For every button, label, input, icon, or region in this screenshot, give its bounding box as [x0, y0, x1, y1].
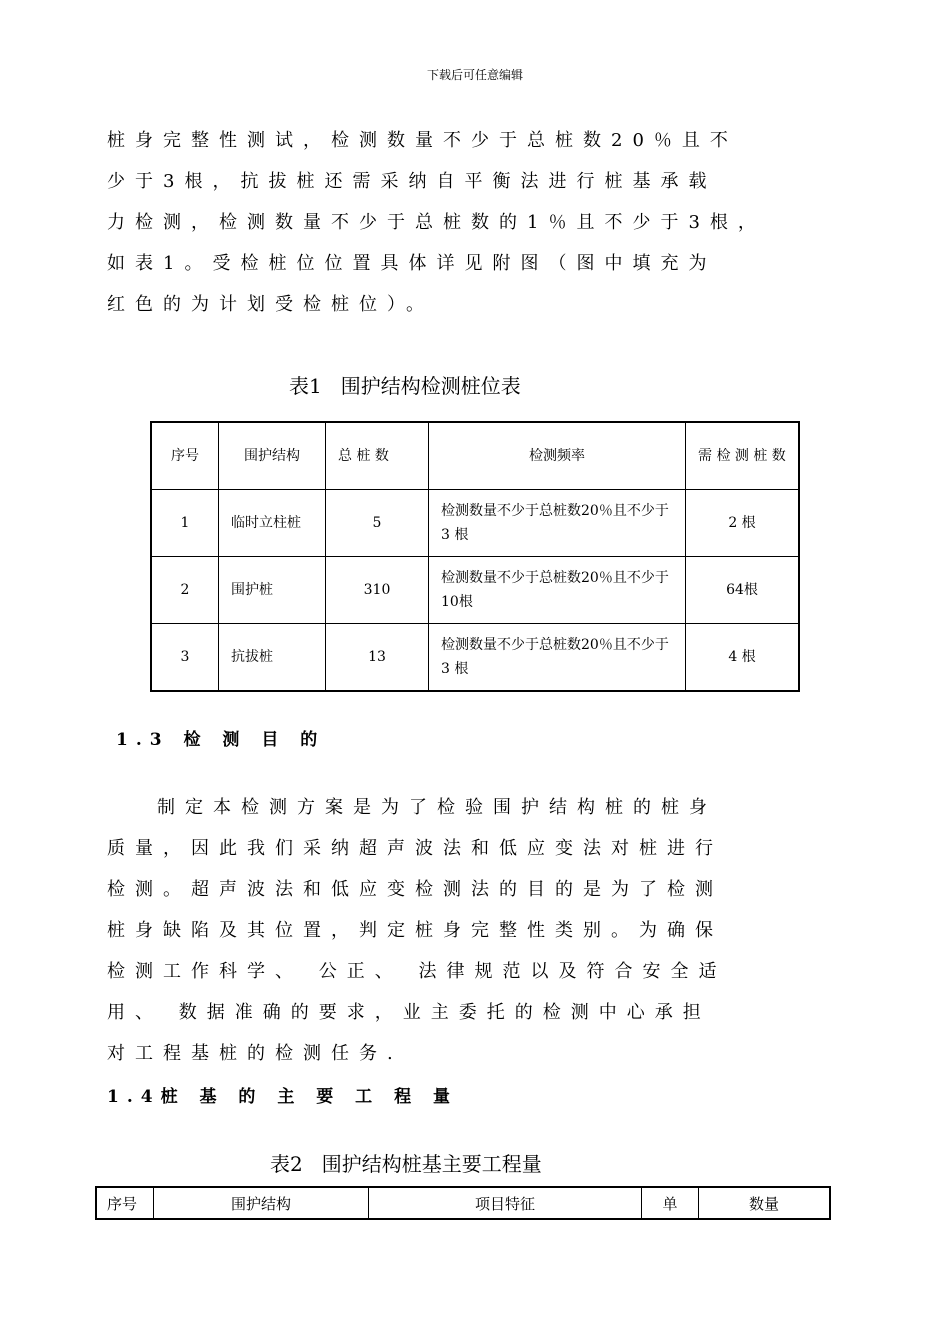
table-cell: 2: [151, 557, 219, 624]
table-header-cell: 总 桩 数: [326, 422, 429, 490]
paragraph-line: 桩身缺陷及其位置，判定桩身完整性类别。为确保: [107, 920, 723, 941]
table-header-row: [96, 1187, 830, 1219]
intro-line: 桩身完整性测试，检测数量不少于总桩数20％且不: [107, 130, 738, 151]
table-cell: 检测数量不少于总桩数20％且不少于3 根: [429, 490, 686, 557]
table-row: [151, 557, 799, 624]
table1-caption: 表1 围护结构检测桩位表: [289, 374, 521, 398]
table1: [150, 421, 800, 692]
table-cell: 310: [326, 557, 429, 624]
table-cell: 13: [326, 624, 429, 692]
intro-line: 少于3根，抗拔桩还需采纳自平衡法进行桩基承载: [107, 171, 717, 192]
table-cell: 2 根: [686, 490, 800, 557]
table-row: [151, 624, 799, 692]
paragraph-line: 制定本检测方案是为了检验围护结构桩的桩身: [157, 797, 717, 818]
table-header-cell: 数量: [699, 1187, 831, 1219]
table-header-row: [151, 422, 799, 490]
paragraph-line: 用、 数据准确的要求，业主委托的检测中心承担: [107, 1002, 711, 1023]
table-header-cell: 检测频率: [429, 422, 686, 490]
table2-caption: 表2 围护结构桩基主要工程量: [270, 1152, 542, 1176]
paragraph-line: 检测。超声波法和低应变检测法的目的是为了检测: [107, 879, 723, 900]
page-header: 下载后可任意编辑: [426, 68, 523, 82]
table-cell: 3: [151, 624, 219, 692]
table-cell: 抗拔桩: [219, 624, 326, 692]
paragraph-line: 对工程基桩的检测任务.: [107, 1043, 403, 1064]
table-header-cell: 序号: [96, 1187, 154, 1219]
table-cell: 5: [326, 490, 429, 557]
table-header-cell: 项目特征: [369, 1187, 642, 1219]
table-header-cell: 围护结构: [219, 422, 326, 490]
intro-line: 力检测，检测数量不少于总桩数的1％且不少于3根，: [107, 212, 766, 233]
table-cell: 检测数量不少于总桩数20％且不少于3 根: [429, 624, 686, 692]
table2: [95, 1186, 831, 1220]
table-cell: 1: [151, 490, 219, 557]
table-header-cell: 单: [642, 1187, 699, 1219]
table-header-cell: 需 检 测 桩 数: [686, 422, 800, 490]
paragraph-line: 质量，因此我们采纳超声波法和低应变法对桩进行: [107, 838, 723, 859]
section-heading-1-4: 1.4桩 基 的 主 要 工 程 量: [107, 1087, 459, 1107]
table-cell: 临时立柱桩: [219, 490, 326, 557]
section-heading-1-3: 1.3 检 测 目 的: [116, 730, 326, 750]
table-header-cell: 序号: [151, 422, 219, 490]
table-cell: 检测数量不少于总桩数20％且不少于10根: [429, 557, 686, 624]
table-cell: 围护桩: [219, 557, 326, 624]
table-cell: 4 根: [686, 624, 800, 692]
intro-line: 如表1。受检桩位位置具体详见附图（图中填充为: [107, 253, 717, 274]
intro-line: 红色的为计划受检桩位）。: [107, 294, 434, 315]
table-cell: 64根: [686, 557, 800, 624]
table-header-cell: 围护结构: [154, 1187, 369, 1219]
table-row: [151, 490, 799, 557]
paragraph-line: 检测工作科学、 公正、 法律规范以及符合安全适: [107, 961, 727, 982]
